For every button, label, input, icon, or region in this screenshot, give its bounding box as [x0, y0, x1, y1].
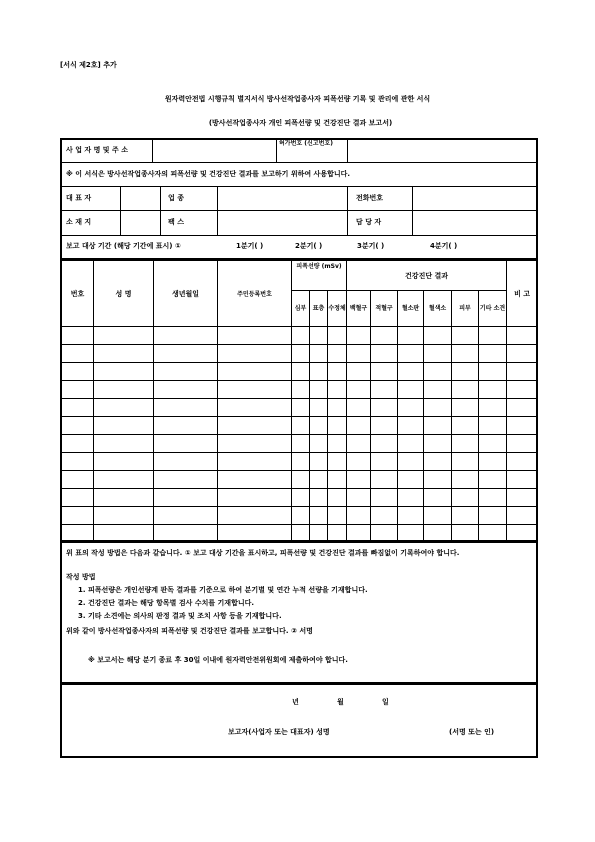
- table-row: [62, 363, 538, 381]
- table-cell[interactable]: [154, 435, 218, 453]
- form-title-line1: 원자력안전법 시행규칙 별지서식 방사선작업종사자 피폭선량 기록 및 관리에 관한 서식: [164, 95, 431, 103]
- table-cell[interactable]: [94, 435, 154, 453]
- table-cell[interactable]: [452, 435, 479, 453]
- table-cell[interactable]: [347, 345, 371, 363]
- table-cell[interactable]: [452, 453, 479, 471]
- table-cell[interactable]: [507, 489, 538, 507]
- table-cell[interactable]: [507, 327, 538, 345]
- date-year: 년: [292, 698, 299, 706]
- table-cell[interactable]: [371, 345, 398, 363]
- table-cell[interactable]: [154, 345, 218, 363]
- fax-label: 팩 스: [168, 218, 184, 226]
- table-cell[interactable]: [154, 525, 218, 543]
- table-cell[interactable]: [507, 363, 538, 381]
- fax-field[interactable]: [219, 213, 345, 233]
- table-cell[interactable]: [94, 345, 154, 363]
- table-cell[interactable]: [310, 327, 328, 345]
- note-item-3: 3. 기타 소견에는 의사의 판정 결과 및 조치 사항 등을 기재합니다.: [78, 612, 282, 620]
- table-cell[interactable]: [371, 507, 398, 525]
- business-type-field[interactable]: [219, 189, 345, 208]
- table-cell[interactable]: [398, 435, 424, 453]
- table-cell[interactable]: [292, 525, 310, 543]
- dose-deep: 심부: [292, 291, 310, 327]
- table-cell[interactable]: [218, 381, 292, 399]
- table-cell[interactable]: [94, 327, 154, 345]
- phone-field[interactable]: [414, 189, 535, 208]
- table-cell[interactable]: [310, 453, 328, 471]
- table-cell[interactable]: [328, 327, 347, 345]
- table-cell[interactable]: [292, 453, 310, 471]
- table-cell[interactable]: [94, 489, 154, 507]
- table-row: [62, 345, 538, 363]
- table-cell[interactable]: [479, 381, 507, 399]
- health-skin: 피부: [452, 291, 479, 327]
- table-cell[interactable]: [154, 363, 218, 381]
- table-row: [62, 417, 538, 435]
- table-cell[interactable]: [347, 381, 371, 399]
- table-cell[interactable]: [347, 327, 371, 345]
- table-cell[interactable]: [398, 507, 424, 525]
- table-cell[interactable]: [398, 399, 424, 417]
- table-cell[interactable]: [479, 345, 507, 363]
- table-cell[interactable]: [62, 525, 94, 543]
- phone-label: 전화번호: [356, 194, 384, 202]
- table-cell[interactable]: [479, 471, 507, 489]
- table-cell[interactable]: [347, 525, 371, 543]
- table-cell[interactable]: [479, 363, 507, 381]
- table-cell[interactable]: [292, 471, 310, 489]
- table-cell[interactable]: [310, 399, 328, 417]
- col-name: 성 명: [94, 261, 154, 327]
- table-cell[interactable]: [507, 525, 538, 543]
- table-cell[interactable]: [154, 399, 218, 417]
- table-cell[interactable]: [218, 471, 292, 489]
- table-cell[interactable]: [452, 327, 479, 345]
- table-cell[interactable]: [94, 525, 154, 543]
- table-cell[interactable]: [371, 471, 398, 489]
- table-cell[interactable]: [310, 525, 328, 543]
- table-cell[interactable]: [347, 507, 371, 525]
- table-cell[interactable]: [371, 417, 398, 435]
- table-cell[interactable]: [452, 471, 479, 489]
- table-cell[interactable]: [424, 381, 452, 399]
- table-cell[interactable]: [292, 363, 310, 381]
- table-cell[interactable]: [310, 363, 328, 381]
- table-cell[interactable]: [62, 363, 94, 381]
- contact-person-label: 담 당 자: [356, 218, 382, 226]
- table-cell[interactable]: [424, 453, 452, 471]
- table-cell[interactable]: [94, 363, 154, 381]
- table-cell[interactable]: [398, 489, 424, 507]
- health-hemoglobin: 혈색소: [424, 291, 452, 327]
- table-cell[interactable]: [347, 489, 371, 507]
- table-cell[interactable]: [310, 345, 328, 363]
- table-cell[interactable]: [424, 489, 452, 507]
- table-cell[interactable]: [94, 471, 154, 489]
- health-platelet: 혈소판: [398, 291, 424, 327]
- table-cell[interactable]: [452, 363, 479, 381]
- notes-heading: 작성 방법: [66, 573, 96, 581]
- table-cell[interactable]: [398, 471, 424, 489]
- table-cell[interactable]: [371, 381, 398, 399]
- table-cell[interactable]: [62, 435, 94, 453]
- table-cell[interactable]: [507, 453, 538, 471]
- table-cell[interactable]: [310, 471, 328, 489]
- table-cell[interactable]: [398, 525, 424, 543]
- table-cell[interactable]: [218, 417, 292, 435]
- table-cell[interactable]: [94, 381, 154, 399]
- table-cell[interactable]: [218, 399, 292, 417]
- notes-footer-line: 위와 같이 방사선작업종사자의 피폭선량 및 건강진단 결과를 보고합니다. ② 서명: [66, 627, 313, 635]
- table-row: [62, 489, 538, 507]
- table-cell[interactable]: [347, 363, 371, 381]
- table-cell[interactable]: [479, 489, 507, 507]
- table-cell[interactable]: [154, 381, 218, 399]
- table-cell[interactable]: [424, 507, 452, 525]
- table-cell[interactable]: [479, 525, 507, 543]
- table-cell[interactable]: [62, 453, 94, 471]
- table-cell[interactable]: [507, 417, 538, 435]
- table-cell[interactable]: [62, 381, 94, 399]
- table-row: [62, 453, 538, 471]
- table-cell[interactable]: [398, 327, 424, 345]
- table-cell[interactable]: [452, 507, 479, 525]
- table-cell[interactable]: [347, 435, 371, 453]
- signature-note: ※ 보고서는 해당 분기 종료 후 30일 이내에 원자력안전위원회에 제출하여야 합니다.: [88, 656, 348, 664]
- table-cell[interactable]: [452, 345, 479, 363]
- signature-frame: [60, 683, 538, 758]
- table-cell[interactable]: [424, 525, 452, 543]
- table-cell[interactable]: [507, 381, 538, 399]
- table-cell[interactable]: [62, 489, 94, 507]
- form-reference: [서식 제2호] 추가: [60, 61, 117, 69]
- dose-lens: 수정체: [328, 291, 347, 327]
- table-cell[interactable]: [328, 489, 347, 507]
- table-cell[interactable]: [398, 381, 424, 399]
- table-row: [62, 435, 538, 453]
- form-title-line2: (방사선작업종사자 개인 피폭선량 및 건강진단 결과 보고서): [208, 119, 393, 127]
- dose-shallow: 표층: [310, 291, 328, 327]
- table-cell[interactable]: [94, 507, 154, 525]
- table-cell[interactable]: [424, 417, 452, 435]
- table-cell[interactable]: [479, 435, 507, 453]
- header-notice: ※ 이 서식은 방사선작업종사자의 피폭선량 및 건강진단 결과를 보고하기 위하여 사용합니다.: [66, 170, 351, 178]
- representative-field[interactable]: [122, 189, 158, 208]
- table-cell[interactable]: [310, 507, 328, 525]
- data-table: [61, 260, 538, 543]
- table-cell[interactable]: [347, 471, 371, 489]
- table-header-row: [62, 261, 538, 291]
- table-cell[interactable]: [507, 345, 538, 363]
- period-option-q4[interactable]: 4분기( ): [430, 242, 458, 250]
- table-cell[interactable]: [507, 435, 538, 453]
- table-cell[interactable]: [94, 417, 154, 435]
- table-cell[interactable]: [328, 471, 347, 489]
- table-cell[interactable]: [479, 417, 507, 435]
- table-cell[interactable]: [371, 363, 398, 381]
- note-item-1: 1. 피폭선량은 개인선량계 판독 결과를 기준으로 하여 분기별 및 연간 누적 선량을 기재합니다.: [78, 586, 368, 594]
- table-cell[interactable]: [371, 399, 398, 417]
- table-cell[interactable]: [62, 471, 94, 489]
- table-cell[interactable]: [154, 417, 218, 435]
- table-cell[interactable]: [328, 417, 347, 435]
- table-cell[interactable]: [218, 435, 292, 453]
- table-cell[interactable]: [479, 399, 507, 417]
- table-cell[interactable]: [310, 417, 328, 435]
- table-cell[interactable]: [62, 399, 94, 417]
- table-cell[interactable]: [328, 381, 347, 399]
- health-wbc: 백혈구: [347, 291, 371, 327]
- table-cell[interactable]: [328, 525, 347, 543]
- signer-label: 보고자(사업자 또는 대표자) 성명: [228, 728, 330, 736]
- table-row: [62, 525, 538, 543]
- table-cell[interactable]: [424, 471, 452, 489]
- table-cell[interactable]: [62, 507, 94, 525]
- table-cell[interactable]: [424, 435, 452, 453]
- notes-intro: 위 표의 작성 방법은 다음과 같습니다. ① 보고 대상 기간을 표시하고, 피폭선량 및 건강진단 결과를 빠짐없이 기록하여야 합니다.: [66, 549, 460, 557]
- period-label: 보고 대상 기간 (해당 기간에 표시) ①: [66, 242, 181, 250]
- business-name-field[interactable]: [154, 141, 274, 160]
- table-cell[interactable]: [328, 363, 347, 381]
- table-cell[interactable]: [310, 489, 328, 507]
- table-cell[interactable]: [424, 345, 452, 363]
- table-cell[interactable]: [328, 399, 347, 417]
- seal-label: (서명 또는 인): [449, 728, 495, 736]
- period-option-q2[interactable]: 2분기( ): [295, 242, 323, 250]
- table-cell[interactable]: [452, 399, 479, 417]
- table-cell[interactable]: [398, 345, 424, 363]
- table-cell[interactable]: [424, 327, 452, 345]
- table-cell[interactable]: [292, 417, 310, 435]
- table-row: [62, 381, 538, 399]
- table-cell[interactable]: [292, 489, 310, 507]
- table-cell[interactable]: [347, 399, 371, 417]
- col-resident-no: 주민등록번호: [218, 261, 292, 327]
- table-cell[interactable]: [479, 507, 507, 525]
- table-cell[interactable]: [218, 507, 292, 525]
- table-cell[interactable]: [62, 345, 94, 363]
- business-type-label: 업 종: [168, 194, 184, 202]
- table-cell[interactable]: [154, 453, 218, 471]
- license-no-field[interactable]: [349, 141, 535, 160]
- note-item-2: 2. 건강진단 결과는 해당 항목별 검사 수치를 기재합니다.: [78, 599, 255, 607]
- license-no-label: 허가번호 (신고번호): [279, 140, 333, 147]
- table-cell[interactable]: [218, 363, 292, 381]
- table-cell[interactable]: [398, 417, 424, 435]
- table-cell[interactable]: [94, 399, 154, 417]
- table-cell[interactable]: [398, 363, 424, 381]
- table-cell[interactable]: [347, 453, 371, 471]
- contact-person-field[interactable]: [414, 213, 535, 233]
- signer-name-field[interactable]: [392, 724, 442, 740]
- table-cell[interactable]: [292, 327, 310, 345]
- table-cell[interactable]: [62, 417, 94, 435]
- table-cell[interactable]: [218, 525, 292, 543]
- table-cell[interactable]: [328, 507, 347, 525]
- table-cell[interactable]: [292, 507, 310, 525]
- table-cell[interactable]: [292, 435, 310, 453]
- table-cell[interactable]: [452, 525, 479, 543]
- table-cell[interactable]: [62, 327, 94, 345]
- table-cell[interactable]: [507, 507, 538, 525]
- period-option-q1[interactable]: 1분기( ): [236, 242, 264, 250]
- table-row: [62, 471, 538, 489]
- table-cell[interactable]: [398, 453, 424, 471]
- health-rbc: 적혈구: [371, 291, 398, 327]
- table-cell[interactable]: [479, 327, 507, 345]
- table-cell[interactable]: [371, 327, 398, 345]
- table-cell[interactable]: [371, 435, 398, 453]
- table-cell[interactable]: [371, 525, 398, 543]
- col-birthdate: 생년월일: [154, 261, 218, 327]
- col-health: 건강진단 결과: [347, 261, 507, 291]
- date-day: 일: [382, 698, 389, 706]
- col-number: 번호: [62, 261, 94, 327]
- table-cell[interactable]: [424, 399, 452, 417]
- table-cell[interactable]: [218, 489, 292, 507]
- table-cell[interactable]: [218, 453, 292, 471]
- address-label: 소 재 지: [66, 218, 92, 226]
- table-cell[interactable]: [94, 453, 154, 471]
- period-option-q3[interactable]: 3분기( ): [357, 242, 385, 250]
- address-field[interactable]: [122, 213, 158, 233]
- table-cell[interactable]: [424, 363, 452, 381]
- table-cell[interactable]: [328, 435, 347, 453]
- table-cell[interactable]: [507, 399, 538, 417]
- table-cell[interactable]: [154, 471, 218, 489]
- table-cell[interactable]: [452, 381, 479, 399]
- table-cell[interactable]: [310, 381, 328, 399]
- table-row: [62, 399, 538, 417]
- table-row: [62, 507, 538, 525]
- table-cell[interactable]: [292, 345, 310, 363]
- representative-label: 대 표 자: [66, 194, 92, 202]
- table-cell[interactable]: [154, 507, 218, 525]
- table-cell[interactable]: [154, 327, 218, 345]
- col-dose: 피폭선량 (mSv): [292, 261, 347, 291]
- table-cell[interactable]: [328, 453, 347, 471]
- table-row: [62, 327, 538, 345]
- table-cell[interactable]: [452, 417, 479, 435]
- table-cell[interactable]: [310, 435, 328, 453]
- table-cell[interactable]: [371, 489, 398, 507]
- table-cell[interactable]: [292, 381, 310, 399]
- table-cell[interactable]: [507, 471, 538, 489]
- table-cell[interactable]: [328, 345, 347, 363]
- table-cell[interactable]: [479, 453, 507, 471]
- date-month: 월: [337, 698, 344, 706]
- table-cell[interactable]: [218, 345, 292, 363]
- table-cell[interactable]: [452, 489, 479, 507]
- col-remarks: 비 고: [507, 261, 538, 327]
- health-other: 기타 소견: [479, 291, 507, 327]
- business-name-label: 사 업 자 명 및 주 소: [66, 146, 128, 154]
- table-cell[interactable]: [371, 453, 398, 471]
- table-cell[interactable]: [292, 399, 310, 417]
- table-cell[interactable]: [154, 489, 218, 507]
- table-cell[interactable]: [218, 327, 292, 345]
- table-cell[interactable]: [347, 417, 371, 435]
